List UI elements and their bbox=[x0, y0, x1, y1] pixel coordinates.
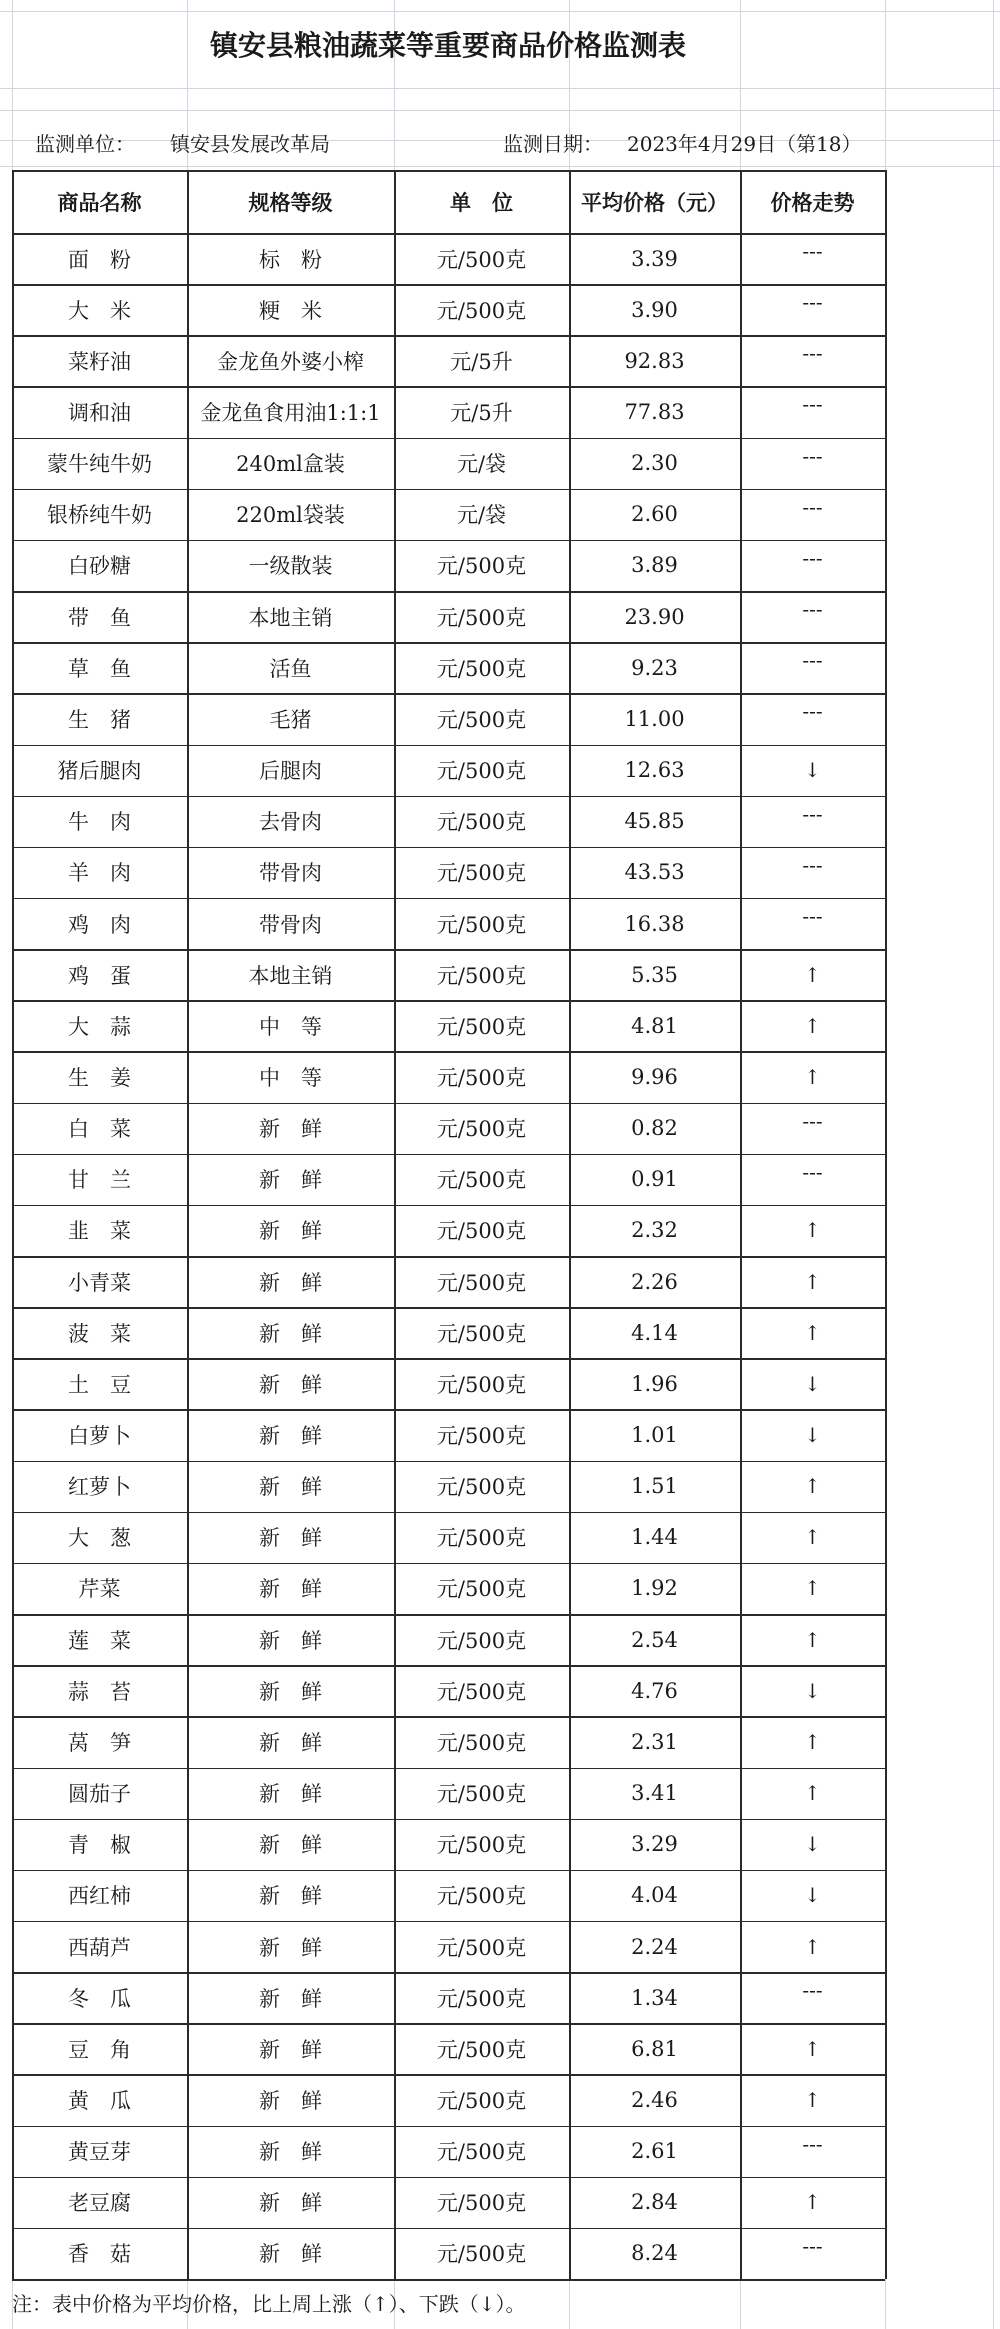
unit-cell: 元/500克 bbox=[436, 1424, 527, 1448]
trend-cell: ↓ bbox=[804, 1371, 821, 1396]
unit-cell: 元/500克 bbox=[436, 1219, 527, 1244]
price-cell: 2.46 bbox=[631, 2087, 678, 2112]
unit-cell: 元/500克 bbox=[436, 1270, 527, 1295]
spec-cell: 新 鲜 bbox=[259, 1475, 322, 1500]
monitor-date-label: 监测日期： bbox=[503, 131, 603, 156]
spec-cell: 240ml盒装 bbox=[236, 452, 345, 477]
price-cell: 4.14 bbox=[631, 1320, 678, 1345]
price-cell: 1.51 bbox=[631, 1474, 678, 1499]
unit-cell: 元/500克 bbox=[436, 2191, 527, 2216]
product-name-cell: 香 菇 bbox=[68, 2242, 131, 2267]
column-header: 价格走势 bbox=[770, 190, 855, 215]
price-cell: 2.60 bbox=[631, 502, 678, 527]
spec-cell: 中 等 bbox=[259, 1065, 322, 1090]
spec-cell: 新 鲜 bbox=[259, 1168, 322, 1193]
price-cell: 8.24 bbox=[631, 2241, 678, 2266]
spec-cell: 新 鲜 bbox=[259, 1321, 322, 1346]
grid-line bbox=[0, 88, 1000, 89]
product-name-cell: 带 鱼 bbox=[68, 605, 131, 630]
unit-cell: 元/袋 bbox=[456, 503, 507, 528]
product-name-cell: 白萝卜 bbox=[68, 1424, 131, 1448]
unit-cell: 元/500克 bbox=[436, 1628, 527, 1653]
trend-cell: --- bbox=[802, 2131, 823, 2156]
monitor-unit-label: 监测单位： bbox=[35, 131, 135, 156]
product-name-cell: 蒙牛纯牛奶 bbox=[47, 452, 152, 477]
spec-cell: 中 等 bbox=[259, 1014, 322, 1039]
product-name-cell: 大 葱 bbox=[68, 1526, 131, 1551]
spec-cell: 后腿肉 bbox=[259, 759, 322, 784]
monitor-unit: 镇安县发展改革局 bbox=[170, 131, 330, 156]
unit-cell: 元/500克 bbox=[436, 1833, 527, 1858]
spec-cell: 新 鲜 bbox=[259, 1219, 322, 1244]
spec-cell: 新 鲜 bbox=[259, 2242, 322, 2267]
spec-cell: 标 粉 bbox=[259, 247, 322, 272]
unit-cell: 元/500克 bbox=[436, 1884, 527, 1909]
product-name-cell: 猪后腿肉 bbox=[57, 759, 142, 784]
trend-cell: ↑ bbox=[804, 1729, 821, 1754]
spec-cell: 新 鲜 bbox=[259, 1424, 322, 1448]
unit-cell: 元/500克 bbox=[436, 2088, 527, 2113]
product-name-cell: 大 蒜 bbox=[68, 1014, 131, 1039]
monitor-date: 2023年4月29日（第18） bbox=[627, 131, 862, 156]
spec-cell: 活鱼 bbox=[269, 656, 312, 681]
product-name-cell: 土 豆 bbox=[68, 1372, 131, 1397]
price-cell: 2.31 bbox=[631, 1729, 678, 1754]
unit-cell: 元/500克 bbox=[436, 810, 527, 835]
trend-cell: --- bbox=[802, 597, 823, 622]
spec-cell: 新 鲜 bbox=[259, 2037, 322, 2062]
column-header: 商品名称 bbox=[57, 190, 142, 215]
price-cell: 2.32 bbox=[631, 1218, 678, 1243]
product-name-cell: 蒜 苔 bbox=[68, 1679, 131, 1704]
spec-cell: 新 鲜 bbox=[259, 1884, 322, 1909]
product-name-cell: 面 粉 bbox=[68, 247, 131, 272]
trend-cell: ↑ bbox=[804, 1013, 821, 1038]
trend-cell: --- bbox=[802, 494, 823, 519]
trend-cell: ↑ bbox=[804, 2036, 821, 2061]
trend-cell: ↑ bbox=[804, 962, 821, 987]
product-name-cell: 莴 笋 bbox=[68, 1730, 131, 1755]
trend-cell: ↑ bbox=[804, 1576, 821, 1601]
price-cell: 2.84 bbox=[631, 2190, 678, 2215]
spec-cell: 新 鲜 bbox=[259, 1782, 322, 1807]
unit-cell: 元/500克 bbox=[436, 1782, 527, 1807]
trend-cell: ↑ bbox=[804, 2190, 821, 2215]
unit-cell: 元/袋 bbox=[456, 452, 507, 477]
trend-cell: --- bbox=[802, 648, 823, 673]
spec-cell: 新 鲜 bbox=[259, 1833, 322, 1858]
product-name-cell: 大 米 bbox=[68, 298, 131, 323]
spec-cell: 新 鲜 bbox=[259, 1986, 322, 2011]
spec-cell: 新 鲜 bbox=[259, 1935, 322, 1960]
product-name-cell: 老豆腐 bbox=[68, 2191, 131, 2216]
product-name-cell: 黄 瓜 bbox=[68, 2088, 131, 2113]
grid-line bbox=[0, 110, 1000, 111]
price-cell: 3.90 bbox=[631, 297, 678, 322]
spec-cell: 带骨肉 bbox=[259, 912, 322, 937]
price-cell: 4.76 bbox=[631, 1678, 678, 1703]
spec-cell: 本地主销 bbox=[248, 605, 333, 630]
unit-cell: 元/500克 bbox=[436, 1526, 527, 1551]
page-title: 镇安县粮油蔬菜等重要商品价格监测表 bbox=[209, 29, 686, 62]
trend-cell: --- bbox=[802, 239, 823, 263]
unit-cell: 元/500克 bbox=[436, 1321, 527, 1346]
trend-cell: ↑ bbox=[804, 1064, 821, 1089]
trend-cell: ↑ bbox=[804, 1320, 821, 1345]
price-cell: 92.83 bbox=[624, 348, 685, 373]
product-name-cell: 菜籽油 bbox=[68, 349, 131, 374]
trend-cell: ↑ bbox=[804, 1218, 821, 1243]
trend-cell: ↑ bbox=[804, 2087, 821, 2112]
product-name-cell: 韭 菜 bbox=[68, 1219, 131, 1244]
price-cell: 4.81 bbox=[631, 1013, 678, 1038]
price-cell: 1.34 bbox=[631, 1985, 678, 2010]
unit-cell: 元/5升 bbox=[450, 349, 513, 374]
spec-cell: 金龙鱼食用油1:1:1 bbox=[200, 401, 381, 425]
unit-cell: 元/500克 bbox=[436, 1475, 527, 1500]
product-name-cell: 鸡 肉 bbox=[68, 912, 131, 937]
trend-cell: --- bbox=[802, 903, 823, 928]
table-border bbox=[885, 170, 887, 2279]
spec-cell: 新 鲜 bbox=[259, 1730, 322, 1755]
spec-cell: 220ml袋装 bbox=[236, 503, 345, 528]
unit-cell: 元/500克 bbox=[436, 759, 527, 784]
unit-cell: 元/500克 bbox=[436, 1577, 527, 1602]
price-cell: 2.26 bbox=[631, 1269, 678, 1294]
price-cell: 1.01 bbox=[631, 1423, 678, 1447]
product-name-cell: 冬 瓜 bbox=[68, 1986, 131, 2011]
trend-cell: --- bbox=[802, 443, 823, 468]
product-name-cell: 小青菜 bbox=[68, 1270, 131, 1295]
unit-cell: 元/500克 bbox=[436, 912, 527, 937]
trend-cell: --- bbox=[802, 392, 823, 417]
trend-cell: --- bbox=[802, 699, 823, 724]
price-cell: 3.41 bbox=[631, 1781, 678, 1806]
spec-cell: 带骨肉 bbox=[259, 861, 322, 886]
price-cell: 2.24 bbox=[631, 1934, 678, 1959]
trend-cell: ↓ bbox=[804, 1678, 821, 1703]
trend-cell: --- bbox=[802, 1159, 823, 1184]
spec-cell: 新 鲜 bbox=[259, 1372, 322, 1397]
price-cell: 2.54 bbox=[631, 1627, 678, 1652]
grid-line bbox=[0, 166, 1000, 167]
spec-cell: 新 鲜 bbox=[259, 2088, 322, 2113]
product-name-cell: 银桥纯牛奶 bbox=[47, 503, 152, 528]
product-name-cell: 鸡 蛋 bbox=[68, 963, 131, 988]
trend-cell: ↑ bbox=[804, 1934, 821, 1959]
trend-cell: ↓ bbox=[804, 758, 821, 783]
product-name-cell: 生 猪 bbox=[68, 707, 131, 732]
spec-cell: 新 鲜 bbox=[259, 2191, 322, 2216]
trend-cell: ↑ bbox=[804, 1269, 821, 1294]
column-header: 规格等级 bbox=[248, 190, 333, 215]
price-cell: 4.04 bbox=[631, 1883, 678, 1908]
product-name-cell: 圆茄子 bbox=[68, 1782, 131, 1807]
product-name-cell: 西红柿 bbox=[68, 1884, 131, 1909]
trend-cell: ↑ bbox=[804, 1781, 821, 1806]
unit-cell: 元/500克 bbox=[436, 656, 527, 681]
price-cell: 3.89 bbox=[631, 553, 678, 578]
trend-cell: ↑ bbox=[804, 1474, 821, 1499]
product-name-cell: 牛 肉 bbox=[68, 810, 131, 835]
price-cell: 23.90 bbox=[624, 604, 685, 629]
price-cell: 3.29 bbox=[631, 1832, 678, 1857]
price-cell: 3.39 bbox=[631, 246, 678, 271]
price-cell: 1.92 bbox=[631, 1576, 678, 1601]
price-cell: 9.23 bbox=[631, 655, 678, 680]
product-name-cell: 芹菜 bbox=[78, 1577, 121, 1602]
unit-cell: 元/500克 bbox=[436, 2140, 527, 2165]
spec-cell: 去骨肉 bbox=[259, 810, 322, 835]
trend-cell: --- bbox=[802, 2233, 823, 2258]
unit-cell: 元/500克 bbox=[436, 1372, 527, 1397]
product-name-cell: 羊 肉 bbox=[68, 861, 131, 886]
grid-line bbox=[993, 0, 994, 2329]
unit-cell: 元/500克 bbox=[436, 247, 527, 272]
trend-cell: --- bbox=[802, 1978, 823, 2003]
spec-cell: 新 鲜 bbox=[259, 1679, 322, 1704]
unit-cell: 元/500克 bbox=[436, 1065, 527, 1090]
spec-cell: 新 鲜 bbox=[259, 1577, 322, 1602]
unit-cell: 元/500克 bbox=[436, 2037, 527, 2062]
product-name-cell: 西葫芦 bbox=[68, 1935, 131, 1960]
spec-cell: 新 鲜 bbox=[259, 1117, 322, 1142]
trend-cell: --- bbox=[802, 341, 823, 366]
trend-cell: --- bbox=[802, 545, 823, 570]
unit-cell: 元/500克 bbox=[436, 963, 527, 988]
product-name-cell: 红萝卜 bbox=[68, 1475, 131, 1500]
unit-cell: 元/500克 bbox=[436, 298, 527, 323]
spec-cell: 本地主销 bbox=[248, 963, 333, 988]
price-cell: 11.00 bbox=[624, 706, 685, 731]
unit-cell: 元/500克 bbox=[436, 861, 527, 886]
price-cell: 12.63 bbox=[624, 758, 685, 783]
price-cell: 16.38 bbox=[624, 911, 685, 936]
unit-cell: 元/500克 bbox=[436, 1986, 527, 2011]
product-name-cell: 草 鱼 bbox=[68, 656, 131, 681]
price-cell: 1.44 bbox=[631, 1525, 678, 1550]
spec-cell: 一级散装 bbox=[248, 554, 333, 579]
price-cell: 77.83 bbox=[624, 400, 685, 424]
unit-cell: 元/500克 bbox=[436, 1014, 527, 1039]
trend-cell: ↓ bbox=[804, 1423, 821, 1447]
spec-cell: 新 鲜 bbox=[259, 1270, 322, 1295]
unit-cell: 元/500克 bbox=[436, 1168, 527, 1193]
unit-cell: 元/500克 bbox=[436, 1117, 527, 1142]
product-name-cell: 调和油 bbox=[68, 401, 131, 425]
unit-cell: 元/500克 bbox=[436, 554, 527, 579]
price-cell: 2.30 bbox=[631, 451, 678, 476]
unit-cell: 元/500克 bbox=[436, 1679, 527, 1704]
price-cell: 6.81 bbox=[631, 2036, 678, 2061]
price-cell: 9.96 bbox=[631, 1064, 678, 1089]
spec-cell: 金龙鱼外婆小榨 bbox=[217, 349, 364, 374]
unit-cell: 元/500克 bbox=[436, 707, 527, 732]
product-name-cell: 黄豆芽 bbox=[68, 2140, 131, 2165]
product-name-cell: 白砂糖 bbox=[68, 554, 131, 579]
trend-cell: --- bbox=[802, 852, 823, 877]
trend-cell: ↑ bbox=[804, 1627, 821, 1652]
product-name-cell: 菠 菜 bbox=[68, 1321, 131, 1346]
spec-cell: 新 鲜 bbox=[259, 2140, 322, 2165]
product-name-cell: 生 姜 bbox=[68, 1065, 131, 1090]
price-cell: 0.91 bbox=[631, 1167, 678, 1192]
product-name-cell: 白 菜 bbox=[68, 1117, 131, 1142]
price-cell: 43.53 bbox=[624, 860, 685, 885]
product-name-cell: 青 椒 bbox=[68, 1833, 131, 1858]
product-name-cell: 莲 菜 bbox=[68, 1628, 131, 1653]
price-cell: 1.96 bbox=[631, 1371, 678, 1396]
price-cell: 5.35 bbox=[631, 962, 678, 987]
unit-cell: 元/500克 bbox=[436, 1730, 527, 1755]
price-cell: 2.61 bbox=[631, 2139, 678, 2164]
trend-cell: ↓ bbox=[804, 1832, 821, 1857]
product-name-cell: 豆 角 bbox=[68, 2037, 131, 2062]
trend-cell: --- bbox=[802, 1108, 823, 1133]
column-header: 单 位 bbox=[450, 190, 513, 215]
price-cell: 45.85 bbox=[624, 809, 685, 834]
unit-cell: 元/500克 bbox=[436, 605, 527, 630]
price-cell: 0.82 bbox=[631, 1116, 678, 1141]
unit-cell: 元/500克 bbox=[436, 2242, 527, 2267]
unit-cell: 元/500克 bbox=[436, 1935, 527, 1960]
spec-cell: 新 鲜 bbox=[259, 1628, 322, 1653]
spec-cell: 粳 米 bbox=[259, 298, 322, 323]
unit-cell: 元/5升 bbox=[450, 401, 513, 425]
table-note: 注：表中价格为平均价格，比上周上涨（↑）、下跌（↓）。 bbox=[12, 2291, 526, 2316]
trend-cell: --- bbox=[802, 290, 823, 315]
trend-cell: --- bbox=[802, 801, 823, 826]
spec-cell: 毛猪 bbox=[269, 707, 312, 732]
trend-cell: ↑ bbox=[804, 1525, 821, 1550]
column-header: 平均价格（元） bbox=[581, 190, 728, 215]
trend-cell: ↓ bbox=[804, 1883, 821, 1908]
spec-cell: 新 鲜 bbox=[259, 1526, 322, 1551]
product-name-cell: 甘 兰 bbox=[68, 1168, 131, 1193]
